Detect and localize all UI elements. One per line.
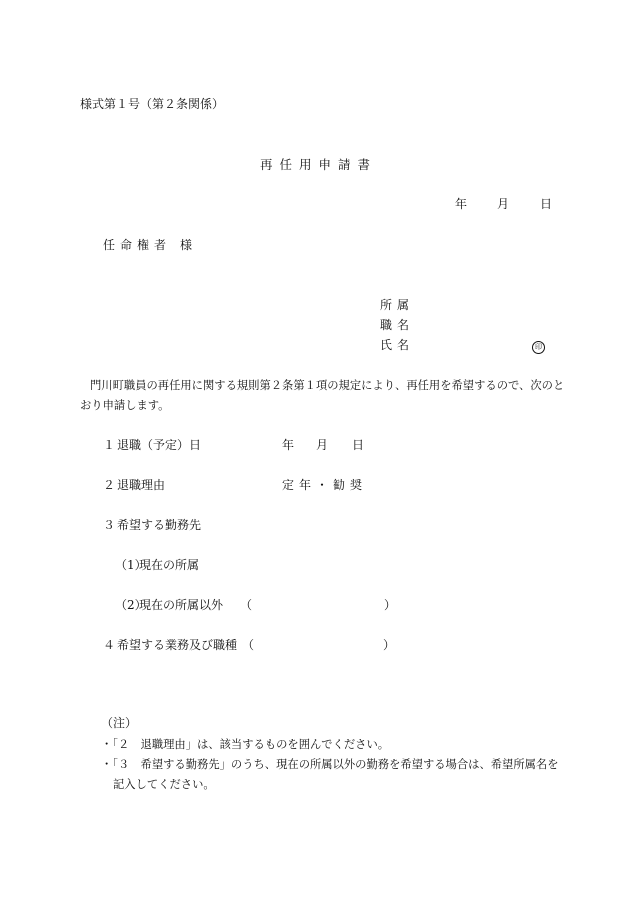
item4-open-paren: （: [242, 638, 255, 652]
date-month-label: 月: [497, 197, 510, 211]
item3-label: 希望する勤務先: [117, 518, 202, 532]
item3-sub2-open-paren: （: [240, 598, 253, 612]
item3-sub2-close-paren: ）: [384, 598, 397, 612]
body-text-line-1: 門川町職員の再任用に関する規則第２条第１項の規定により、再任用を希望するので、次のと: [90, 379, 565, 392]
date-day-label: 日: [540, 197, 553, 211]
position-label: 職名: [380, 318, 415, 332]
body-text-line-2: おり申請します。: [80, 399, 170, 412]
date-year-label: 年: [455, 197, 468, 211]
item3-sub2-number: （2）: [115, 598, 147, 612]
note-2-line-2: 記入してください。: [113, 778, 215, 791]
addressee-honorific: 様: [180, 238, 193, 252]
item1-label: 退職（予定）日: [117, 438, 202, 452]
item3-number: ３: [103, 518, 116, 532]
item3-sub1-label: 現在の所属: [139, 558, 200, 572]
item2-label: 退職理由: [117, 478, 166, 492]
item4-label: 希望する業務及び職種: [117, 638, 238, 652]
note-1: ・「２ 退職理由」は、該当するものを囲んでください。: [101, 738, 390, 751]
seal-icon: 印: [532, 341, 545, 354]
item1-number: １: [103, 438, 116, 452]
item4-number: ４: [103, 638, 116, 652]
item4-close-paren: ）: [383, 638, 396, 652]
document-title: 再任用申請書: [260, 157, 378, 172]
seal-mark: [532, 338, 545, 354]
notes-heading: （注）: [101, 716, 138, 730]
note-2-line-1: ・「３ 希望する勤務先」のうち、現在の所属以外の勤務を希望する場合は、希望所属名を: [101, 758, 559, 771]
item2-number: ２: [103, 478, 116, 492]
form-number: 様式第１号（第２条関係）: [80, 97, 225, 111]
item1-day: 日: [352, 438, 365, 452]
addressee-name: 任命権者: [103, 238, 172, 252]
affiliation-label: 所属: [380, 298, 415, 312]
item3-sub2-label: 現在の所属以外: [139, 598, 224, 612]
item2-choices: 定年・勧奨: [282, 478, 368, 492]
item3-sub1-number: （1）: [115, 558, 147, 572]
item1-year: 年: [282, 438, 295, 452]
name-label: 氏名: [380, 338, 415, 352]
item1-month: 月: [316, 438, 329, 452]
